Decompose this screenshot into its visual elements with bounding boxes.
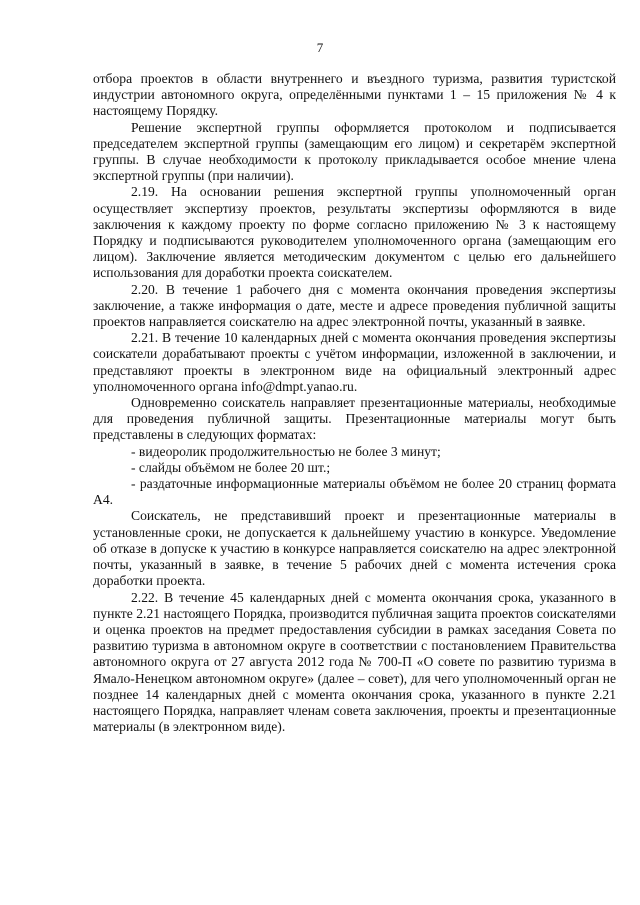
paragraph-2-22: 2.22. В течение 45 календарных дней с момента окончания срока, указанного в пункте 2.21 настоящего Порядка, производится публичная защита проектов соискателями и оценка проектов на предмет предоставления субсидии в рамках заседания Совета по развитию туризма в автономном округе в соответствии с постановлением Правительства автономного округа от 27 августа 2012 года № 700-П «О совете по развитию туризма в Ямало-Ненецком автономном округе» (далее – совет), для чего уполномоченный орган не позднее 14 календарных дней с момента окончания срока, указанного в пункте 2.21 настоящего Порядка, направляет членам совета заключения, проекты и презентационные материалы (в электронном виде). bbox=[93, 589, 616, 735]
paragraph-continuation: отбора проектов в области внутреннего и въездного туризма, развития туристской индустрии автономного округа, определёнными пунктами 1 – 15 приложения № 4 к настоящему Порядку. bbox=[93, 71, 616, 119]
paragraph-2-19: 2.19. На основании решения экспертной группы уполномоченный орган осуществляет экспертизу проектов, результаты экспертизы оформляются в виде заключения к каждому проекту по форме согласно приложению № 3 к настоящему Порядку и подписываются руководителем уполномоченного органа (замещающим его лицом). Заключение является методическим документом с целью его дальнейшего использования для доработки проекта соискателем. bbox=[93, 184, 616, 281]
list-item-slides: - слайды объёмом не более 20 шт.; bbox=[131, 459, 331, 475]
paragraph-2-21: 2.21. В течение 10 календарных дней с момента окончания проведения экспертизы соискатели дорабатывают проекты с учётом информации, изложенной в заключении, и представляют проекты в электронном виде на официальный электронный адрес уполномоченного органа info@dmpt.yanao.ru. bbox=[93, 330, 616, 394]
list-item-video: - видеоролик продолжительностью не более 3 минут; bbox=[131, 443, 441, 459]
paragraph-presentation: Одновременно соискатель направляет презентационные материалы, необходимые для проведения публичной защиты. Презентационные материалы могут быть представлены в следующих форматах: bbox=[93, 395, 616, 443]
list-item-handouts: - раздаточные информационные материалы объёмом не более 20 страниц формата А4. bbox=[93, 476, 616, 508]
page-number: 7 bbox=[316, 40, 324, 55]
document-body bbox=[93, 71, 616, 735]
paragraph-protocol: Решение экспертной группы оформляется протоколом и подписывается председателем экспертной группы (замещающим его лицом) и секретарём экспертной группы. В случае необходимости к протоколу прикладывается особое мнение члена экспертной группы (при наличии). bbox=[93, 119, 616, 184]
paragraph-refusal: Соискатель, не представивший проект и презентационные материалы в установленные сроки, не допускается к дальнейшему участию в конкурсе. Уведомление об отказе в допуске к участию в конкурсе направляется соискателю на адрес электронной почты, указанный в заявке, в течение 5 рабочих дней с момента истечения срока доработки проекта. bbox=[93, 508, 616, 589]
paragraph-2-20: 2.20. В течение 1 рабочего дня с момента окончания проведения экспертизы заключение, а также информация о дате, месте и адресе проведения публичной защиты проектов направляется соискателю на адрес электронной почты, указанный в заявке. bbox=[93, 281, 616, 330]
